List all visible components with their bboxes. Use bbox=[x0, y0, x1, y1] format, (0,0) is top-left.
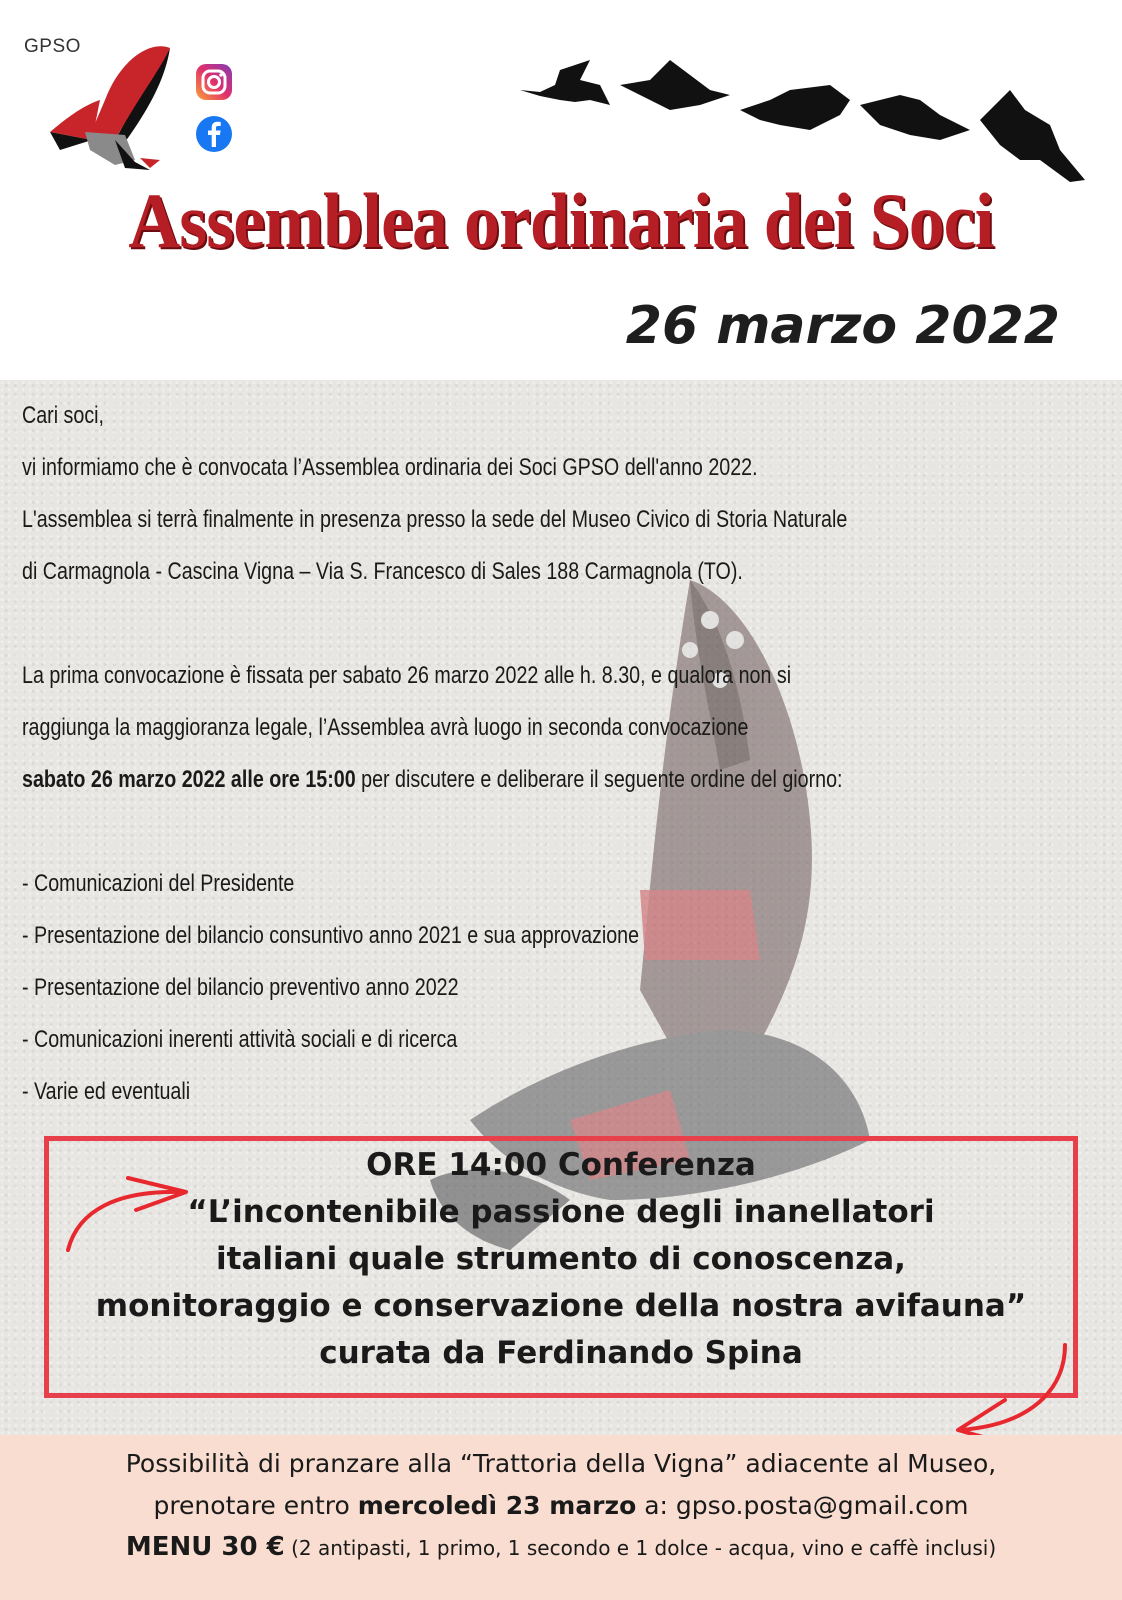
letter-line: La prima convocazione è fissata per sabato 26 marzo 2022 alle h. 8.30, e qualora non si bbox=[22, 662, 792, 689]
agenda-item: - Comunicazioni del Presidente bbox=[22, 870, 295, 897]
conference-speaker: curata da Ferdinando Spina bbox=[319, 1335, 803, 1371]
menu-price: MENU 30 € bbox=[125, 1532, 285, 1562]
logo-text: GPSO bbox=[24, 36, 81, 57]
red-arrow-icon bbox=[58, 1170, 198, 1260]
letter-line-rest: per discutere e deliberare il seguente ordine del giorno: bbox=[355, 766, 843, 793]
agenda-item: - Varie ed eventuali bbox=[22, 1078, 191, 1105]
conference-title-line: italiani quale strumento di conoscenza, bbox=[216, 1241, 906, 1277]
booking-prefix: prenotare entro bbox=[153, 1491, 358, 1520]
booking-deadline: mercoledì 23 marzo bbox=[357, 1491, 637, 1520]
second-call-datetime: sabato 26 marzo 2022 alle ore 15:00 bbox=[22, 766, 356, 793]
spacer bbox=[22, 806, 842, 858]
letter-greeting: Cari soci, bbox=[22, 402, 105, 429]
lunch-line: Possibilità di pranzare alla “Trattoria della Vigna” adiacente al Museo, bbox=[125, 1449, 997, 1478]
letter-line: raggiunga la maggioranza legale, l’Assemblea avrà luogo in seconda convocazione bbox=[22, 714, 749, 741]
spacer bbox=[22, 598, 842, 650]
menu-line bbox=[0, 1527, 1122, 1568]
agenda-item: - Comunicazioni inerenti attività sociali e di ricerca bbox=[22, 1026, 458, 1053]
facebook-icon[interactable] bbox=[194, 114, 234, 154]
letter-line: L'assemblea si terrà finalmente in presenza presso la sede del Museo Civico di Storia Naturale bbox=[22, 506, 848, 533]
flying-birds-icon bbox=[500, 30, 1100, 200]
booking-line bbox=[0, 1485, 1122, 1527]
footer-lunch-info bbox=[0, 1435, 1122, 1600]
letter-line: di Carmagnola - Cascina Vigna – Via S. Francesco di Sales 188 Carmagnola (TO). bbox=[22, 558, 743, 585]
gpso-logo-bird-icon bbox=[30, 40, 180, 180]
header bbox=[0, 0, 1122, 380]
conference-title-line: monitoraggio e conservazione della nostra avifauna” bbox=[95, 1288, 1027, 1324]
booking-email: a: gpso.posta@gmail.com bbox=[636, 1491, 969, 1520]
conference-title-line: “L’incontenibile passione degli inanellatori bbox=[187, 1194, 935, 1230]
letter-line: vi informiamo che è convocata l’Assemblea ordinaria dei Soci GPSO dell'anno 2022. bbox=[22, 454, 758, 481]
event-date: 26 marzo 2022 bbox=[625, 296, 1060, 356]
red-arrow-icon bbox=[940, 1340, 1080, 1435]
agenda-item: - Presentazione del bilancio consuntivo anno 2021 e sua approvazione bbox=[22, 922, 640, 949]
menu-detail: (2 antipasti, 1 primo, 1 secondo e 1 dolce - acqua, vino e caffè inclusi) bbox=[284, 1536, 997, 1560]
instagram-icon[interactable] bbox=[194, 62, 234, 102]
conference-text bbox=[44, 1142, 1078, 1377]
agenda-item: - Presentazione del bilancio preventivo anno 2022 bbox=[22, 974, 459, 1001]
letter-body bbox=[22, 390, 848, 1118]
page-title: Assemblea ordinaria dei Soci bbox=[128, 177, 994, 264]
letter-line bbox=[22, 754, 842, 806]
conference-time: ORE 14:00 Conferenza bbox=[366, 1147, 756, 1183]
main-content bbox=[0, 380, 1122, 1435]
